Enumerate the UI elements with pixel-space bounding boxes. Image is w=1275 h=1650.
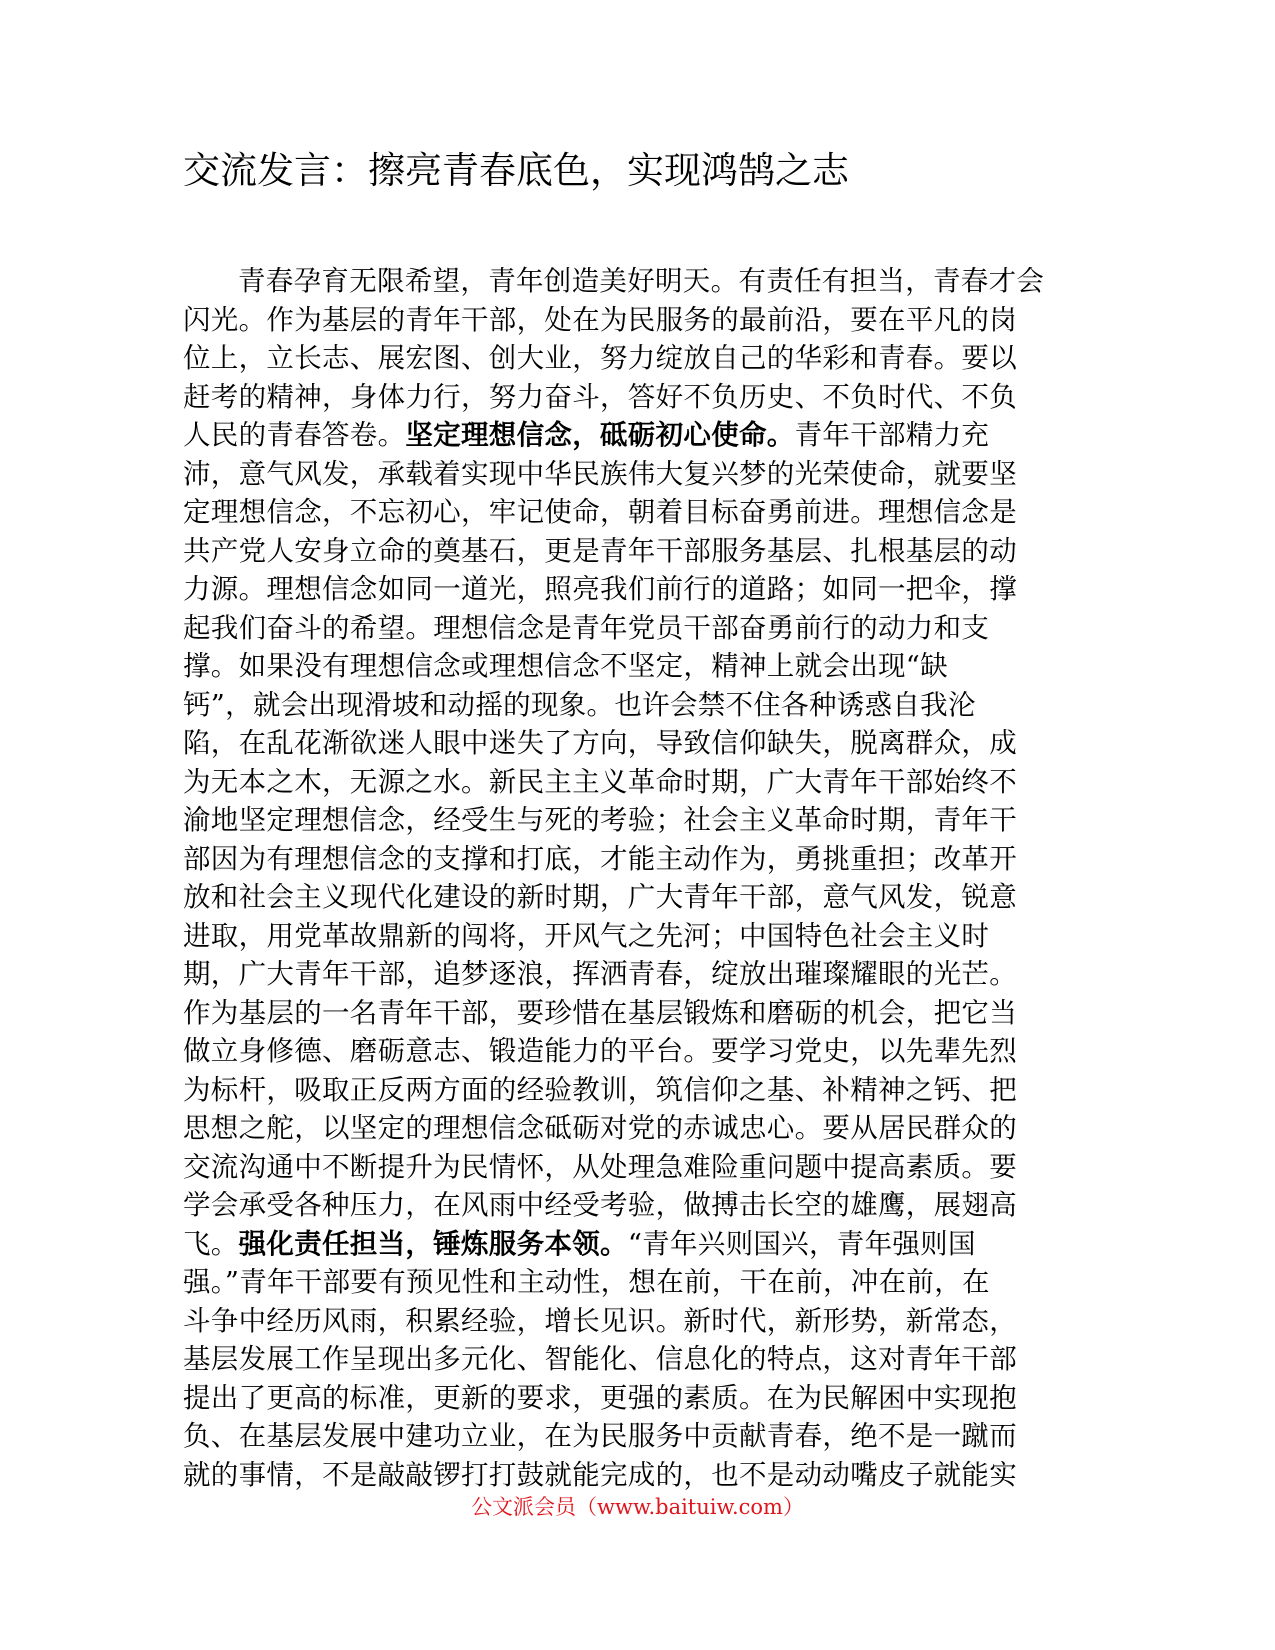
text-line — [183, 1379, 1053, 1418]
text-line — [183, 1225, 1053, 1264]
text-line — [183, 416, 1053, 455]
text-line — [183, 1186, 1053, 1225]
text-line — [183, 994, 1053, 1033]
text-line — [183, 917, 1053, 956]
text-segment: 定理想信念，不忘初心，牢记使命，朝着目标奋勇前进。理想信念是 — [183, 496, 1017, 528]
bold-heading-text: 坚定理想信念，砥砺初心使命。 — [405, 419, 795, 451]
text-line — [183, 1071, 1053, 1110]
text-segment: 渝地坚定理想信念，经受生与死的考验；社会主义革命时期，青年干 — [183, 804, 1017, 836]
text-segment: 放和社会主义现代化建设的新时期，广大青年干部，意气风发，锐意 — [183, 881, 1017, 913]
text-line — [183, 955, 1053, 994]
text-line — [183, 686, 1053, 725]
text-line — [183, 532, 1053, 571]
text-segment: 学会承受各种压力，在风雨中经受考验，做搏击长空的雄鹰，展翅高 — [183, 1189, 1017, 1221]
text-line — [183, 801, 1053, 840]
text-line — [183, 455, 1053, 494]
text-segment: 负、在基层发展中建功立业，在为民服务中贡献青春，绝不是一蹴而 — [183, 1420, 1017, 1452]
text-line — [183, 1302, 1053, 1341]
text-segment: 青年干部精力充 — [794, 419, 990, 451]
text-line — [183, 1263, 1053, 1302]
text-line — [183, 609, 1053, 648]
text-segment: 陷，在乱花渐欲迷人眼中迷失了方向，导致信仰缺失，脱离群众，成 — [183, 727, 1017, 759]
text-segment: 闪光。作为基层的青年干部，处在为民服务的最前沿，要在平凡的岗 — [183, 303, 1017, 336]
text-segment: 进取，用党革故鼎新的闯将，开风气之先河；中国特色社会主义时 — [183, 919, 990, 952]
text-segment: 作为基层的一名青年干部，要珍惜在基层锻炼和磨砺的机会，把它当 — [183, 996, 1017, 1029]
text-segment: 斗争中经历风雨，积累经验，增长见识。新时代，新形势，新常态， — [183, 1304, 1017, 1337]
text-segment: 起我们奋斗的希望。理想信念是青年党员干部奋勇前行的动力和支 — [183, 611, 990, 644]
text-line — [183, 1456, 1053, 1495]
text-line — [183, 1148, 1053, 1187]
text-line — [183, 1109, 1053, 1148]
text-segment: 飞。 — [183, 1227, 239, 1260]
text-line — [183, 1032, 1053, 1071]
text-segment: 提出了更高的标准，更新的要求，更强的素质。在为民解困中实现抱 — [183, 1381, 1017, 1414]
text-segment: 就的事情，不是敲敲锣打打鼓就能完成的，也不是动动嘴皮子就能实 — [183, 1458, 1017, 1491]
text-segment: 部因为有理想信念的支撑和打底，才能主动作为，勇挑重担；改革开 — [183, 842, 1017, 875]
text-line — [183, 763, 1053, 802]
text-segment: 思想之舵，以坚定的理想信念砥砺对党的赤诚忠心。要从居民群众的 — [183, 1112, 1017, 1144]
text-segment: 强。”青年干部要有预见性和主动性，想在前，干在前，冲在前，在 — [183, 1266, 990, 1298]
bold-heading-text: 强化责任担当，锤炼服务本领。 — [238, 1227, 628, 1260]
text-line — [183, 339, 1053, 378]
text-line — [183, 840, 1053, 879]
text-line — [183, 647, 1053, 686]
text-line — [183, 1417, 1053, 1456]
text-segment: 交流沟通中不断提升为民情怀，从处理急难险重问题中提高素质。要 — [183, 1150, 1017, 1183]
text-line — [183, 878, 1053, 917]
text-segment: 沛，意气风发，承载着实现中华民族伟大复兴梦的光荣使命，就要坚 — [183, 457, 1017, 490]
text-line — [183, 724, 1053, 763]
text-segment: 赶考的精神，身体力行，努力奋斗，答好不负历史、不负时代、不负 — [183, 380, 1017, 413]
text-segment: 人民的青春答卷。 — [183, 419, 406, 451]
document-title: 交流发言：擦亮青春底色，实现鸿鹄之志 — [183, 149, 849, 192]
text-segment: 为标杆，吸取正反两方面的经验教训，筑信仰之基、补精神之钙、把 — [183, 1073, 1017, 1106]
text-line — [183, 493, 1053, 532]
text-segment: 做立身修德、磨砺意志、锻造能力的平台。要学习党史，以先辈先烈 — [183, 1035, 1017, 1067]
text-line — [183, 1340, 1053, 1379]
document-body — [183, 262, 1053, 1494]
text-segment: “青年兴则国兴，青年强则国 — [627, 1227, 976, 1260]
text-segment: 为无本之木，无源之水。新民主主义革命时期，广大青年干部始终不 — [183, 765, 1017, 798]
text-line — [183, 570, 1053, 609]
text-segment: 撑。如果没有理想信念或理想信念不坚定，精神上就会出现“缺 — [183, 650, 948, 682]
text-segment: 青春孕育无限希望，青年创造美好明天。有责任有担当，青春才会 — [238, 265, 1045, 297]
text-segment: 基层发展工作呈现出多元化、智能化、信息化的特点，这对青年干部 — [183, 1343, 1017, 1375]
text-segment: 共产党人安身立命的奠基石，更是青年干部服务基层、扎根基层的动 — [183, 534, 1017, 567]
text-line — [183, 262, 1053, 301]
text-segment: 位上，立长志、展宏图、创大业，努力绽放自己的华彩和青春。要以 — [183, 342, 1017, 374]
text-line — [183, 378, 1053, 417]
text-line — [183, 301, 1053, 340]
text-segment: 期，广大青年干部，追梦逐浪，挥洒青春，绽放出璀璨耀眼的光芒。 — [183, 958, 1017, 990]
text-segment: 钙”，就会出现滑坡和动摇的现象。也许会禁不住各种诱惑自我沦 — [183, 688, 976, 721]
text-segment: 力源。理想信念如同一道光，照亮我们前行的道路；如同一把伞，撑 — [183, 573, 1017, 605]
footer-watermark: 公文派会员（www.baituiw.com） — [471, 1495, 804, 1519]
